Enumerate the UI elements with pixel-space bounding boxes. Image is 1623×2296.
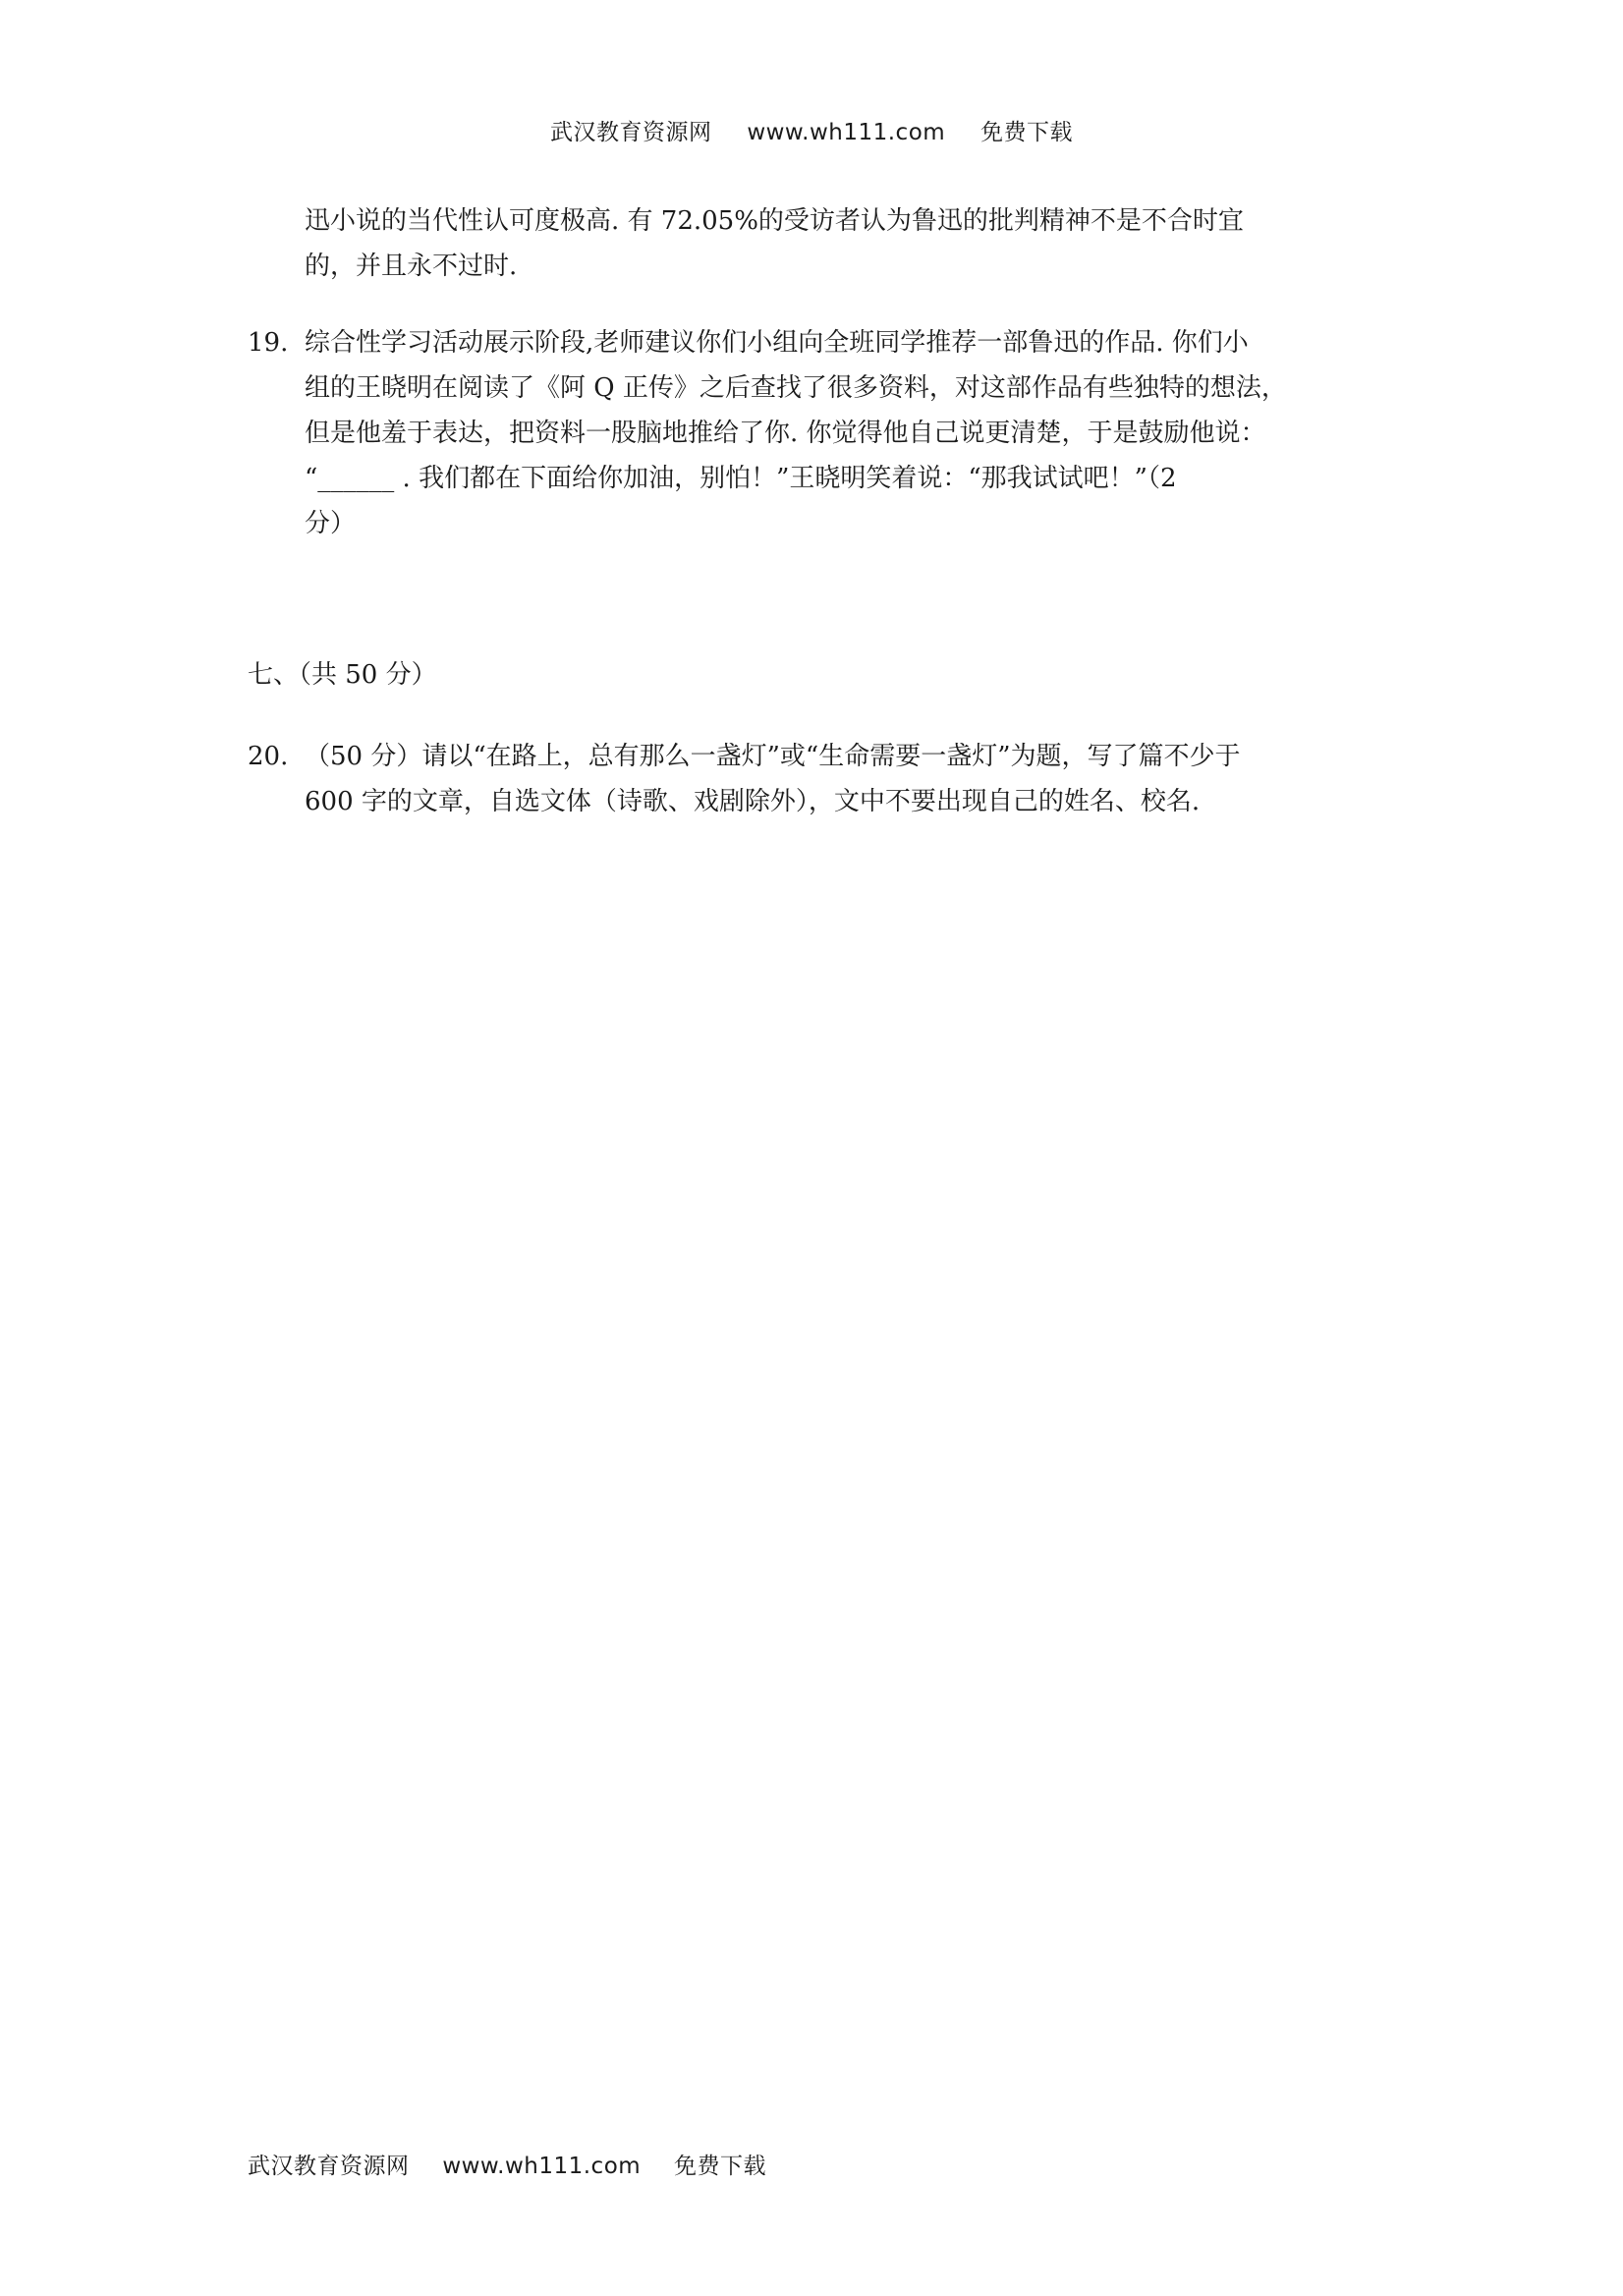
question-line: “______ . 我们都在下面给你加油，别怕！”王晓明笑着说：“那我试试吧！”（2 — [305, 464, 1177, 493]
footer-url: www.wh111.com — [442, 2154, 642, 2179]
page-footer — [248, 2148, 792, 2180]
footer-site-name: 武汉教育资源网 — [248, 2154, 410, 2179]
continuation-line: 迅小说的当代性认可度极高. 有 72.05%的受访者认为鲁迅的批判精神不是不合时宜 — [305, 206, 1244, 236]
question-19 — [248, 320, 1387, 546]
question-line: 但是他羞于表达，把资料一股脑地推给了你. 你觉得他自己说更清楚，于是鼓励他说： — [305, 419, 1266, 448]
header-slogan: 免费下载 — [979, 120, 1073, 145]
continuation-text — [248, 198, 1387, 289]
footer-slogan: 免费下载 — [673, 2154, 766, 2179]
section-heading — [248, 652, 1387, 698]
section-title: 七、（共 50 分） — [248, 660, 437, 690]
page-header — [0, 114, 1623, 146]
question-line: 综合性学习活动展示阶段,老师建议你们小组向全班同学推荐一部鲁迅的作品. 你们小 — [305, 328, 1249, 358]
question-line: 组的王晓明在阅读了《阿 Q 正传》之后查找了很多资料，对这部作品有些独特的想法， — [305, 373, 1287, 403]
question-number: 19. — [248, 328, 289, 358]
continuation-line: 的，并且永不过时. — [305, 252, 518, 281]
header-site-name: 武汉教育资源网 — [550, 120, 712, 145]
question-number: 20. — [248, 742, 289, 771]
question-line: 600 字的文章，自选文体（诗歌、戏剧除外），文中不要出现自己的姓名、校名. — [305, 787, 1201, 816]
question-20 — [248, 734, 1387, 824]
header-url: www.wh111.com — [747, 120, 946, 145]
question-line: （50 分）请以“在路上，总有那么一盏灯”或“生命需要一盏灯”为题，写了篇不少于 — [305, 742, 1241, 771]
question-line: 分） — [305, 509, 357, 538]
